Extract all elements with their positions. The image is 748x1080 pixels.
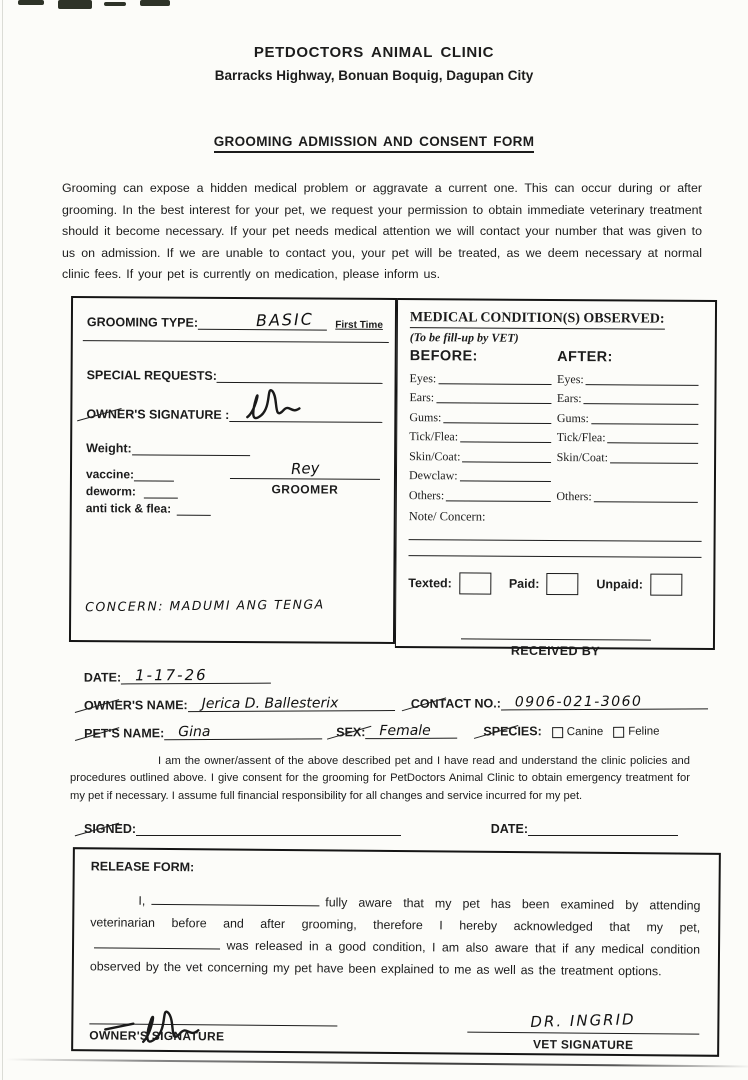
owner-name-field [188, 696, 395, 712]
release-pet-blank [94, 935, 220, 949]
after-others-label: Others: [556, 488, 592, 503]
after-eyes-label: Eyes: [557, 371, 584, 386]
date-handwritten-value: 1-17-26 [135, 665, 208, 685]
owner-name-label: OWNER'S NAME: [83, 697, 188, 713]
after-skin-coat-field [610, 452, 698, 464]
feline-option-label: Feline [628, 725, 660, 738]
received-by-label: RECEIVED BY [510, 643, 601, 658]
owner-name-handwritten-value: Jerica D. Ballesterix [201, 695, 339, 712]
release-form-body [90, 889, 701, 983]
clinic-address: Barracks Highway, Bonuan Boquig, Dagupan City [214, 68, 534, 83]
species-label: SPECIES: [483, 724, 542, 739]
date-row [84, 666, 708, 684]
anti-tick-flea-row [86, 501, 382, 517]
anti-tick-flea-field [177, 503, 211, 516]
feline-checkbox [613, 727, 624, 738]
release-form-box [71, 847, 721, 1057]
pet-name-field [164, 724, 322, 740]
owner-signature-label: OWNER'S SIGNATURE [89, 1028, 225, 1044]
medical-row-gums [409, 410, 704, 424]
unpaid-label: Unpaid: [596, 576, 643, 591]
unpaid-checkbox [650, 573, 682, 595]
after-ears-field [584, 393, 699, 405]
owner-pet-details [84, 666, 708, 740]
canine-checkbox [552, 727, 563, 738]
after-tick-flea-label: Tick/Flea: [556, 429, 606, 445]
before-tick-flea-label: Tick/Flea: [409, 428, 459, 444]
special-requests-label: SPECIAL REQUESTS: [86, 368, 217, 383]
note-concern-label: Note/ Concern: [408, 508, 486, 523]
date-field [121, 665, 271, 685]
medical-box-subtitle: (To be fill-up by VET) [409, 329, 519, 345]
paper-edge-line [0, 1058, 748, 1067]
grooming-type-row [86, 309, 383, 331]
release-body-mid: fully aware that my pet has been examined by attending veterinarian before and after grooming, therefore I hereby acknowledged that my pet, [90, 895, 701, 935]
release-name-blank [151, 892, 319, 906]
texted-label: Texted: [408, 575, 452, 590]
owner-signature-row [86, 406, 382, 423]
groomer-block [230, 459, 380, 497]
before-dewclaw-label: Dewclaw: [408, 467, 458, 483]
before-others-label: Others: [408, 487, 445, 502]
anti-tick-flea-label: anti tick & flea: [85, 501, 172, 516]
signed-label: SIGNED: [84, 821, 137, 836]
contact-no-field [501, 694, 708, 710]
signed-date-row [84, 821, 678, 836]
medical-row-others [409, 488, 704, 502]
first-time-label: First Time [335, 319, 383, 331]
after-skin-coat-label: Skin/Coat: [556, 449, 608, 464]
medical-box-title: MEDICAL CONDITION(S) OBSERVED: [410, 310, 665, 330]
weight-label: Weight: [86, 441, 132, 456]
pet-sex-species-row [84, 722, 708, 740]
consent-paragraph: I am the owner/assent of the above described pet and I have read and understand the clinic policies and procedures outlined above. I give consent for the grooming for PetDoctors Animal Clinic to obtain emergency treatment for my pet if necessary. I assume full financial responsibility for all changes and service incurred for my pet. [70, 754, 690, 802]
intro-paragraph: Grooming can expose a hidden medical problem or aggravate a current one. This can occur during or after grooming. In the best interest for your pet, we request your permission to obtain immediate veterinary treatment should it become necessary. If your pet needs medical attention we will contact your number that was given to us on admission. If we are unable to contact you, your pet will be treated, as we deem necessary at normal clinic fees. If your pet is currently on medication, please inform us. [62, 181, 702, 282]
deworm-field [144, 485, 178, 498]
paid-checkbox [546, 572, 578, 594]
vaccine-label: vaccine: [85, 467, 135, 482]
after-others-field [594, 491, 698, 503]
pet-name-label: PET'S NAME: [84, 726, 165, 741]
divider-line [83, 339, 389, 343]
before-skin-coat-label: Skin/Coat: [409, 448, 461, 463]
form-boxes [69, 296, 717, 658]
weight-row [86, 441, 382, 457]
owner-signature-label: OWNER'S SIGNATURE : [86, 407, 230, 422]
pet-name-handwritten-value: Gina [178, 723, 211, 741]
after-eyes-field [586, 374, 699, 386]
received-by-block [460, 638, 650, 658]
note-line-2 [408, 539, 701, 557]
before-skin-coat-field [462, 451, 550, 463]
before-header: BEFORE: [409, 347, 478, 365]
owner-contact-row [84, 694, 708, 712]
concern-handwritten-note: CONCERN: MADUMI ANG TENGA [85, 596, 325, 615]
consent-date-label: DATE: [490, 821, 528, 836]
deworm-label: deworm: [85, 484, 136, 499]
before-eyes-field [438, 373, 551, 385]
before-gums-field [443, 412, 551, 424]
contact-no-label: CONTACT NO.: [410, 696, 501, 711]
scan-artifact [58, 0, 92, 9]
before-after-headers [410, 348, 705, 366]
grooming-type-label: GROOMING TYPE: [86, 315, 199, 330]
medical-row-skin-coat [409, 449, 704, 463]
after-gums-label: Gums: [556, 410, 589, 425]
form-title: GROOMING ADMISSION AND CONSENT FORM [0, 133, 748, 153]
received-by-line [460, 638, 650, 640]
before-eyes-label: Eyes: [409, 370, 437, 385]
texted-checkbox [459, 572, 491, 594]
release-body-post: was released in a good condition, I am also aware that if any medical condition observed by the vet concerning my pet have been explained to me as well as the treatment options. [89, 938, 701, 979]
consent-date-field [528, 821, 678, 836]
note-line-1 [409, 523, 702, 541]
sex-handwritten-value: Female [379, 722, 431, 739]
owner-signature-scribble [99, 1002, 239, 1053]
grooming-admission-box [69, 296, 397, 644]
before-ears-field [436, 392, 551, 404]
scan-artifact [18, 0, 44, 5]
date-label: DATE: [83, 670, 122, 685]
vaccine-field [134, 468, 174, 481]
medical-row-eyes [410, 371, 705, 385]
vet-signature-block [467, 1011, 699, 1053]
grooming-type-handwritten-value: BASIC [255, 309, 315, 331]
clinic-name: PETDOCTORS ANIMAL CLINIC [253, 44, 495, 61]
before-gums-label: Gums: [409, 409, 442, 424]
owner-signature-field [229, 407, 382, 423]
medical-row-ears [409, 391, 704, 405]
after-tick-flea-field [608, 432, 699, 444]
groomer-line [230, 478, 380, 480]
groomer-label: GROOMER [271, 482, 339, 497]
vet-signature-line [467, 1030, 699, 1035]
weight-field [132, 442, 250, 456]
signed-field [136, 821, 401, 836]
payment-status-row [408, 571, 703, 595]
medical-row-tick-flea [409, 430, 704, 444]
after-header: AFTER: [557, 348, 613, 366]
after-gums-field [591, 413, 699, 425]
groomer-handwritten-name: Rey [290, 458, 320, 479]
vet-signature-handwritten-value: DR. INGRID [530, 1010, 637, 1032]
before-ears-label: Ears: [409, 389, 435, 405]
after-ears-label: Ears: [556, 390, 582, 406]
before-others-field [446, 490, 550, 502]
before-dewclaw-field [460, 470, 551, 482]
vet-signature-label: VET SIGNATURE [532, 1037, 634, 1053]
owner-signature-scribble [233, 381, 329, 428]
release-body-pre: I, [138, 893, 146, 908]
grooming-type-field [198, 309, 327, 331]
owner-signature-block [89, 1008, 337, 1050]
canine-option-label: Canine [566, 725, 604, 738]
medical-row-dewclaw [409, 469, 704, 483]
sex-label: SEX: [336, 725, 366, 740]
paper-edge-line [2, 0, 3, 1080]
medical-conditions-box [395, 298, 717, 658]
clinic-header [0, 0, 748, 83]
contact-no-handwritten-value: 0906-021-3060 [514, 693, 643, 711]
sex-field [365, 724, 457, 739]
release-form-title: RELEASE FORM: [90, 859, 195, 875]
paid-label: Paid: [508, 576, 540, 591]
release-signatures-row [89, 1008, 699, 1053]
scan-artifact [104, 2, 126, 6]
before-tick-flea-field [460, 431, 551, 443]
scan-artifact [140, 0, 170, 6]
